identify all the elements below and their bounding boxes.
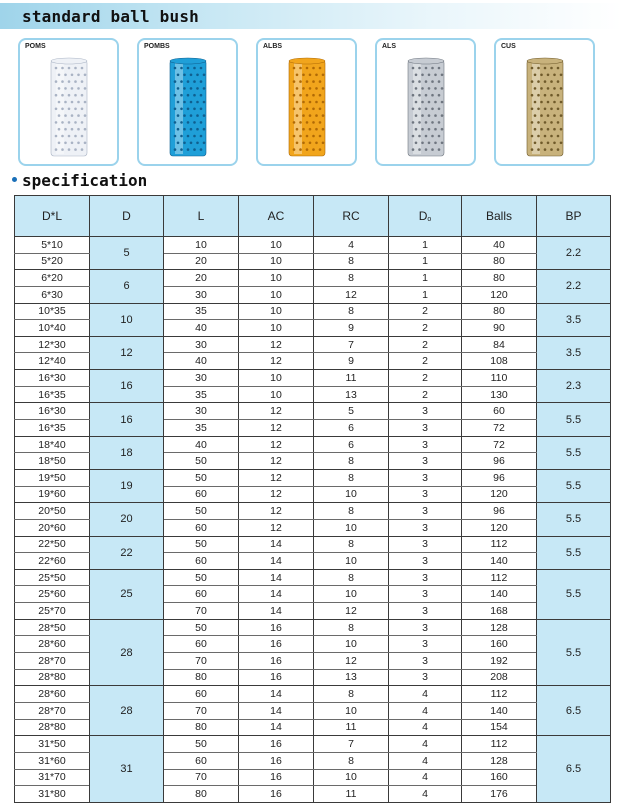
cell-l: 40: [164, 320, 239, 337]
cell-do: 3: [389, 536, 462, 553]
cell-do: 2: [389, 386, 462, 403]
cell-do: 3: [389, 553, 462, 570]
cell-do: 3: [389, 420, 462, 437]
cell-dl: 6*30: [15, 286, 90, 303]
product-gallery: [18, 38, 603, 166]
cell-d: 19: [90, 469, 164, 502]
cell-ac: 16: [239, 619, 314, 636]
cell-dl: 5*20: [15, 253, 90, 270]
cell-balls: 176: [462, 786, 537, 803]
header-balls: Balls: [462, 196, 537, 237]
cell-ac: 12: [239, 519, 314, 536]
cell-l: 35: [164, 386, 239, 403]
cell-l: 30: [164, 286, 239, 303]
cell-dl: 18*50: [15, 453, 90, 470]
cell-rc: 10: [314, 553, 389, 570]
cell-rc: 8: [314, 569, 389, 586]
cell-ac: 16: [239, 636, 314, 653]
cell-d: 28: [90, 686, 164, 736]
cell-rc: 11: [314, 370, 389, 387]
header-do: $D_o$: [389, 196, 462, 237]
cell-l: 70: [164, 653, 239, 670]
cell-rc: 10: [314, 769, 389, 786]
cell-balls: 96: [462, 469, 537, 486]
cell-ac: 12: [239, 486, 314, 503]
cell-balls: 140: [462, 586, 537, 603]
cell-dl: 20*60: [15, 519, 90, 536]
cell-balls: 120: [462, 486, 537, 503]
cell-l: 30: [164, 370, 239, 387]
cell-dl: 28*70: [15, 653, 90, 670]
product-label: ALS: [382, 43, 396, 50]
table-row: [15, 503, 611, 520]
cell-rc: 8: [314, 536, 389, 553]
cell-balls: 130: [462, 386, 537, 403]
cell-do: 2: [389, 370, 462, 387]
cell-rc: 10: [314, 702, 389, 719]
cell-l: 80: [164, 669, 239, 686]
cell-ac: 10: [239, 370, 314, 387]
product-label: ALBS: [263, 43, 283, 50]
product-card-poms: [18, 38, 119, 166]
cell-rc: 8: [314, 270, 389, 287]
product-label: POMS: [25, 43, 46, 50]
cell-dl: 10*40: [15, 320, 90, 337]
cell-dl: 16*30: [15, 370, 90, 387]
cell-balls: 80: [462, 270, 537, 287]
cell-rc: 7: [314, 736, 389, 753]
cell-l: 50: [164, 619, 239, 636]
cell-rc: 8: [314, 503, 389, 520]
ball-bush-image: [286, 56, 328, 160]
cell-l: 80: [164, 786, 239, 803]
cell-bp: 2.2: [537, 237, 611, 270]
cell-dl: 19*50: [15, 469, 90, 486]
cell-ac: 12: [239, 453, 314, 470]
cell-d: 18: [90, 436, 164, 469]
cell-balls: 72: [462, 436, 537, 453]
cell-l: 70: [164, 603, 239, 620]
cell-do: 3: [389, 486, 462, 503]
cell-rc: 8: [314, 453, 389, 470]
cell-rc: 8: [314, 469, 389, 486]
section-heading: specification: [22, 171, 148, 190]
cell-bp: 5.5: [537, 403, 611, 436]
cell-ac: 16: [239, 752, 314, 769]
cell-dl: 28*80: [15, 719, 90, 736]
cell-l: 50: [164, 536, 239, 553]
cell-l: 40: [164, 353, 239, 370]
cell-balls: 154: [462, 719, 537, 736]
cell-dl: 25*50: [15, 569, 90, 586]
cell-dl: 28*60: [15, 686, 90, 703]
cell-ac: 16: [239, 653, 314, 670]
cell-ac: 16: [239, 786, 314, 803]
cell-rc: 8: [314, 303, 389, 320]
cell-l: 10: [164, 237, 239, 254]
cell-ac: 14: [239, 586, 314, 603]
cell-balls: 84: [462, 336, 537, 353]
ball-bush-image: [167, 56, 209, 160]
cell-ac: 10: [239, 303, 314, 320]
cell-d: 16: [90, 403, 164, 436]
cell-bp: 5.5: [537, 503, 611, 536]
table-row: [15, 336, 611, 353]
ball-bush-image: [48, 56, 90, 160]
product-card-cus: [494, 38, 595, 166]
cell-do: 1: [389, 270, 462, 287]
cell-ac: 14: [239, 553, 314, 570]
table-row: [15, 686, 611, 703]
cell-do: 4: [389, 786, 462, 803]
cell-ac: 16: [239, 669, 314, 686]
cell-rc: 9: [314, 353, 389, 370]
cell-do: 4: [389, 686, 462, 703]
cell-do: 3: [389, 653, 462, 670]
cell-balls: 120: [462, 286, 537, 303]
cell-balls: 140: [462, 702, 537, 719]
cell-rc: 8: [314, 253, 389, 270]
cell-do: 3: [389, 619, 462, 636]
cell-do: 2: [389, 303, 462, 320]
cell-rc: 5: [314, 403, 389, 420]
cell-l: 20: [164, 270, 239, 287]
cell-l: 40: [164, 436, 239, 453]
header-ac: AC: [239, 196, 314, 237]
cell-balls: 112: [462, 536, 537, 553]
cell-do: 3: [389, 519, 462, 536]
cell-rc: 12: [314, 286, 389, 303]
cell-l: 50: [164, 569, 239, 586]
table-row: [15, 303, 611, 320]
cell-l: 50: [164, 736, 239, 753]
table-row: [15, 536, 611, 553]
cell-ac: 14: [239, 569, 314, 586]
cell-rc: 8: [314, 686, 389, 703]
title-bar: [0, 3, 622, 29]
cell-do: 4: [389, 702, 462, 719]
cell-dl: 25*60: [15, 586, 90, 603]
cell-do: 2: [389, 336, 462, 353]
page-title: standard ball bush: [22, 7, 199, 26]
cell-rc: 13: [314, 386, 389, 403]
cell-dl: 28*50: [15, 619, 90, 636]
cell-ac: 14: [239, 702, 314, 719]
cell-bp: 2.2: [537, 270, 611, 303]
table-row: [15, 237, 611, 254]
cell-d: 31: [90, 736, 164, 803]
cell-do: 3: [389, 603, 462, 620]
cell-bp: 3.5: [537, 336, 611, 369]
cell-balls: 160: [462, 636, 537, 653]
cell-bp: 5.5: [537, 469, 611, 502]
cell-ac: 12: [239, 336, 314, 353]
cell-l: 30: [164, 336, 239, 353]
cell-balls: 140: [462, 553, 537, 570]
cell-dl: 22*60: [15, 553, 90, 570]
header-bp: BP: [537, 196, 611, 237]
cell-ac: 12: [239, 436, 314, 453]
cell-dl: 16*30: [15, 403, 90, 420]
table-row: [15, 736, 611, 753]
cell-rc: 10: [314, 636, 389, 653]
cell-dl: 18*40: [15, 436, 90, 453]
cell-d: 25: [90, 569, 164, 619]
cell-rc: 12: [314, 603, 389, 620]
cell-balls: 112: [462, 686, 537, 703]
cell-balls: 90: [462, 320, 537, 337]
cell-dl: 22*50: [15, 536, 90, 553]
cell-dl: 28*80: [15, 669, 90, 686]
cell-dl: 16*35: [15, 386, 90, 403]
cell-do: 3: [389, 436, 462, 453]
cell-l: 60: [164, 686, 239, 703]
ball-bush-image: [524, 56, 566, 160]
product-card-albs: [256, 38, 357, 166]
cell-dl: 12*30: [15, 336, 90, 353]
cell-d: 10: [90, 303, 164, 336]
cell-bp: 6.5: [537, 736, 611, 803]
cell-d: 12: [90, 336, 164, 369]
cell-d: 28: [90, 619, 164, 686]
cell-do: 1: [389, 237, 462, 254]
cell-bp: 5.5: [537, 619, 611, 686]
header-rc: RC: [314, 196, 389, 237]
cell-rc: 13: [314, 669, 389, 686]
cell-dl: 31*80: [15, 786, 90, 803]
cell-l: 60: [164, 636, 239, 653]
cell-do: 4: [389, 719, 462, 736]
cell-dl: 16*35: [15, 420, 90, 437]
cell-dl: 20*50: [15, 503, 90, 520]
cell-rc: 11: [314, 786, 389, 803]
cell-ac: 12: [239, 469, 314, 486]
cell-rc: 12: [314, 653, 389, 670]
cell-do: 1: [389, 286, 462, 303]
cell-balls: 112: [462, 736, 537, 753]
table-row: [15, 469, 611, 486]
cell-balls: 72: [462, 420, 537, 437]
cell-l: 50: [164, 503, 239, 520]
cell-ac: 14: [239, 603, 314, 620]
cell-l: 50: [164, 469, 239, 486]
cell-balls: 128: [462, 619, 537, 636]
cell-dl: 10*35: [15, 303, 90, 320]
cell-rc: 6: [314, 436, 389, 453]
cell-dl: 12*40: [15, 353, 90, 370]
cell-rc: 11: [314, 719, 389, 736]
header-d: D: [90, 196, 164, 237]
cell-bp: 2.3: [537, 370, 611, 403]
cell-l: 60: [164, 486, 239, 503]
cell-bp: 5.5: [537, 569, 611, 619]
cell-rc: 7: [314, 336, 389, 353]
cell-balls: 168: [462, 603, 537, 620]
table-row: [15, 619, 611, 636]
cell-l: 30: [164, 403, 239, 420]
cell-rc: 10: [314, 586, 389, 603]
cell-l: 20: [164, 253, 239, 270]
cell-balls: 128: [462, 752, 537, 769]
cell-do: 3: [389, 503, 462, 520]
cell-bp: 5.5: [537, 436, 611, 469]
cell-balls: 96: [462, 503, 537, 520]
cell-ac: 16: [239, 769, 314, 786]
cell-d: 16: [90, 370, 164, 403]
cell-rc: 8: [314, 619, 389, 636]
cell-do: 3: [389, 403, 462, 420]
cell-l: 60: [164, 586, 239, 603]
table-row: [15, 403, 611, 420]
cell-d: 6: [90, 270, 164, 303]
cell-ac: 14: [239, 719, 314, 736]
cell-do: 3: [389, 569, 462, 586]
cell-d: 22: [90, 536, 164, 569]
cell-balls: 160: [462, 769, 537, 786]
cell-dl: 25*70: [15, 603, 90, 620]
cell-bp: 6.5: [537, 686, 611, 736]
cell-rc: 10: [314, 486, 389, 503]
cell-ac: 10: [239, 253, 314, 270]
cell-dl: 28*60: [15, 636, 90, 653]
product-card-als: [375, 38, 476, 166]
cell-ac: 10: [239, 237, 314, 254]
cell-dl: 31*50: [15, 736, 90, 753]
cell-ac: 10: [239, 386, 314, 403]
cell-ac: 12: [239, 420, 314, 437]
cell-ac: 10: [239, 270, 314, 287]
cell-l: 60: [164, 553, 239, 570]
cell-balls: 40: [462, 237, 537, 254]
cell-l: 60: [164, 752, 239, 769]
cell-ac: 10: [239, 286, 314, 303]
header-dl: D*L: [15, 196, 90, 237]
bullet-icon: [12, 177, 17, 182]
cell-do: 3: [389, 469, 462, 486]
table-row: [15, 569, 611, 586]
cell-dl: 31*60: [15, 752, 90, 769]
cell-d: 5: [90, 237, 164, 270]
cell-balls: 110: [462, 370, 537, 387]
cell-ac: 12: [239, 503, 314, 520]
cell-balls: 60: [462, 403, 537, 420]
cell-ac: 14: [239, 686, 314, 703]
cell-ac: 12: [239, 403, 314, 420]
cell-balls: 80: [462, 253, 537, 270]
cell-balls: 80: [462, 303, 537, 320]
cell-bp: 5.5: [537, 536, 611, 569]
cell-do: 4: [389, 752, 462, 769]
cell-do: 3: [389, 669, 462, 686]
cell-dl: 31*70: [15, 769, 90, 786]
cell-balls: 208: [462, 669, 537, 686]
cell-rc: 8: [314, 752, 389, 769]
product-card-pombs: [137, 38, 238, 166]
header-l: L: [164, 196, 239, 237]
table-header-row: [15, 196, 611, 237]
table-row: [15, 370, 611, 387]
cell-rc: 6: [314, 420, 389, 437]
cell-dl: 28*70: [15, 702, 90, 719]
cell-ac: 14: [239, 536, 314, 553]
cell-l: 35: [164, 303, 239, 320]
table-row: [15, 270, 611, 287]
cell-l: 80: [164, 719, 239, 736]
cell-bp: 3.5: [537, 303, 611, 336]
cell-dl: 5*10: [15, 237, 90, 254]
cell-do: 4: [389, 736, 462, 753]
cell-balls: 112: [462, 569, 537, 586]
cell-ac: 12: [239, 353, 314, 370]
cell-do: 4: [389, 769, 462, 786]
cell-balls: 120: [462, 519, 537, 536]
ball-bush-image: [405, 56, 447, 160]
cell-l: 60: [164, 519, 239, 536]
cell-rc: 9: [314, 320, 389, 337]
cell-do: 2: [389, 353, 462, 370]
cell-do: 1: [389, 253, 462, 270]
cell-ac: 10: [239, 320, 314, 337]
cell-l: 70: [164, 769, 239, 786]
cell-l: 50: [164, 453, 239, 470]
table-row: [15, 436, 611, 453]
cell-do: 3: [389, 586, 462, 603]
cell-balls: 192: [462, 653, 537, 670]
cell-dl: 19*60: [15, 486, 90, 503]
cell-balls: 96: [462, 453, 537, 470]
cell-do: 2: [389, 320, 462, 337]
cell-l: 70: [164, 702, 239, 719]
cell-rc: 4: [314, 237, 389, 254]
cell-do: 3: [389, 636, 462, 653]
cell-rc: 10: [314, 519, 389, 536]
cell-ac: 16: [239, 736, 314, 753]
cell-d: 20: [90, 503, 164, 536]
specification-table: [14, 195, 611, 803]
cell-l: 35: [164, 420, 239, 437]
cell-balls: 108: [462, 353, 537, 370]
product-label: CUS: [501, 43, 516, 50]
cell-dl: 6*20: [15, 270, 90, 287]
product-label: POMBS: [144, 43, 170, 50]
cell-do: 3: [389, 453, 462, 470]
